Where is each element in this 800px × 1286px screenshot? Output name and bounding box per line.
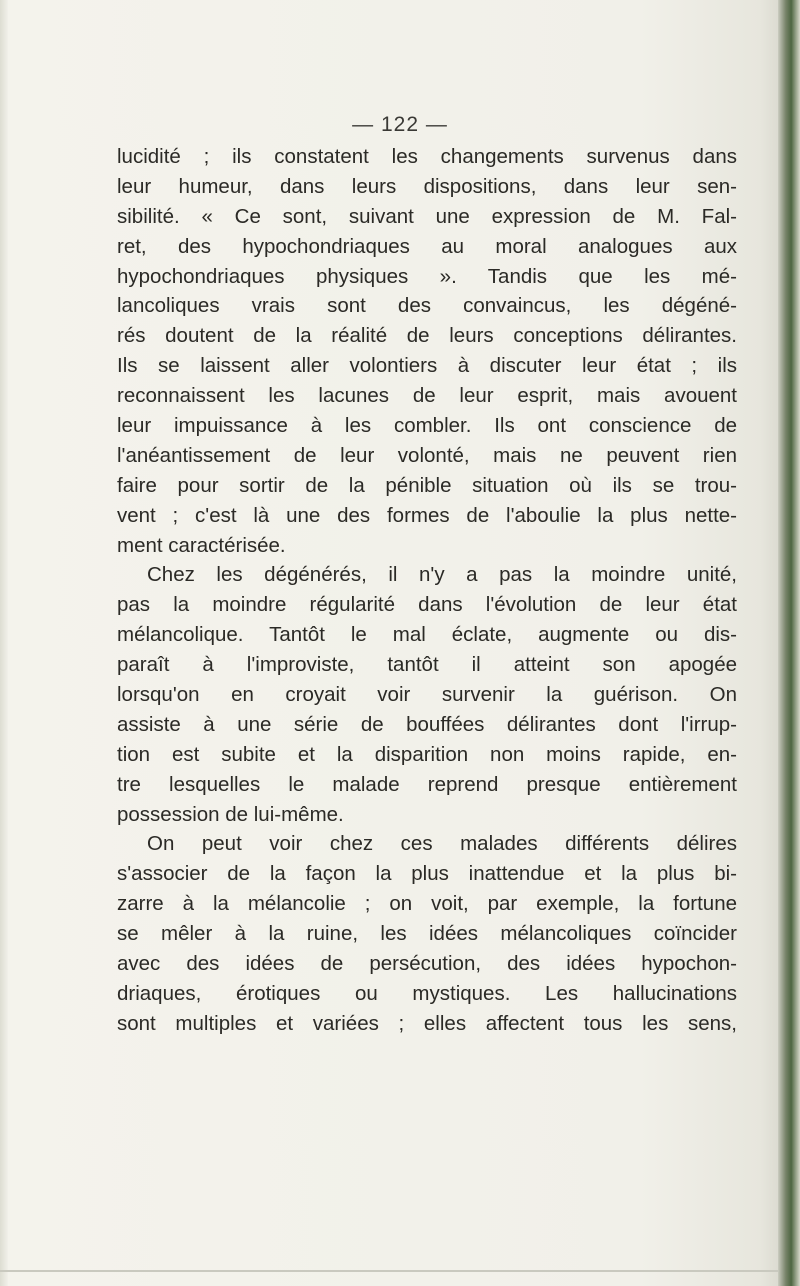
paragraph-start-line: Chez les dégénérés, il n'y a pas la moindre unité, (147, 563, 737, 587)
text-line: faire pour sortir de la pénible situation où ils se trou- (117, 473, 737, 497)
page-number: — 122 — (352, 113, 448, 136)
body-text (117, 142, 737, 1039)
text-line: lucidité ; ils constatent les changements survenus dans (117, 145, 737, 168)
page-bottom-edge (0, 1270, 778, 1272)
text-line: sont multiples et variées ; elles affectent tous les sens, (117, 1011, 737, 1035)
text-line: lancoliques vrais sont des convaincus, les dégéné- (117, 294, 737, 318)
text-line: driaques, érotiques ou mystiques. Les hallucinations (117, 981, 737, 1005)
text-line: leur impuissance à les combler. Ils ont conscience de (117, 414, 737, 438)
text-line: assiste à une série de bouffées délirantes dont l'irrup- (117, 712, 737, 736)
text-line: mélancolique. Tantôt le mal éclate, augmente ou dis- (117, 623, 737, 647)
text-line: tre lesquelles le malade reprend presque entièrement (117, 772, 737, 796)
text-line: se mêler à la ruine, les idées mélancoliques coïncider (117, 922, 737, 946)
text-line: reconnaissent les lacunes de leur esprit, mais avouent (117, 384, 737, 408)
text-line: l'anéantissement de leur volonté, mais ne peuvent rien (117, 443, 737, 467)
text-line: hypochondriaques physiques ». Tandis que les mé- (117, 264, 737, 288)
page-left-edge (0, 0, 8, 1286)
paragraph-start-line: On peut voir chez ces malades différents délires (147, 832, 737, 856)
text-line: ment caractérisée. (117, 533, 286, 557)
text-line: sibilité. « Ce sont, suivant une expression de M. Fal- (117, 204, 737, 228)
text-line: ret, des hypochondriaques au moral analogues aux (117, 234, 737, 258)
text-line: zarre à la mélancolie ; on voit, par exemple, la fortune (117, 892, 737, 916)
text-line: vent ; c'est là une des formes de l'aboulie la plus nette- (117, 503, 737, 527)
text-line: s'associer de la façon la plus inattendue et la plus bi- (117, 862, 737, 886)
text-line: lorsqu'on en croyait voir survenir la guérison. On (117, 683, 737, 707)
text-line: tion est subite et la disparition non moins rapide, en- (117, 742, 737, 766)
text-line: paraît à l'improviste, tantôt il atteint son apogée (117, 653, 737, 677)
text-line: Ils se laissent aller volontiers à discuter leur état ; ils (117, 354, 737, 378)
text-line: possession de lui-même. (117, 802, 344, 826)
text-line: rés doutent de la réalité de leurs conceptions délirantes. (117, 324, 737, 348)
text-line: leur humeur, dans leurs dispositions, dans leur sen- (117, 174, 737, 198)
book-binding-edge (778, 0, 800, 1286)
text-line: pas la moindre régularité dans l'évolution de leur état (117, 593, 737, 617)
text-line: avec des idées de persécution, des idées hypochon- (117, 952, 737, 976)
